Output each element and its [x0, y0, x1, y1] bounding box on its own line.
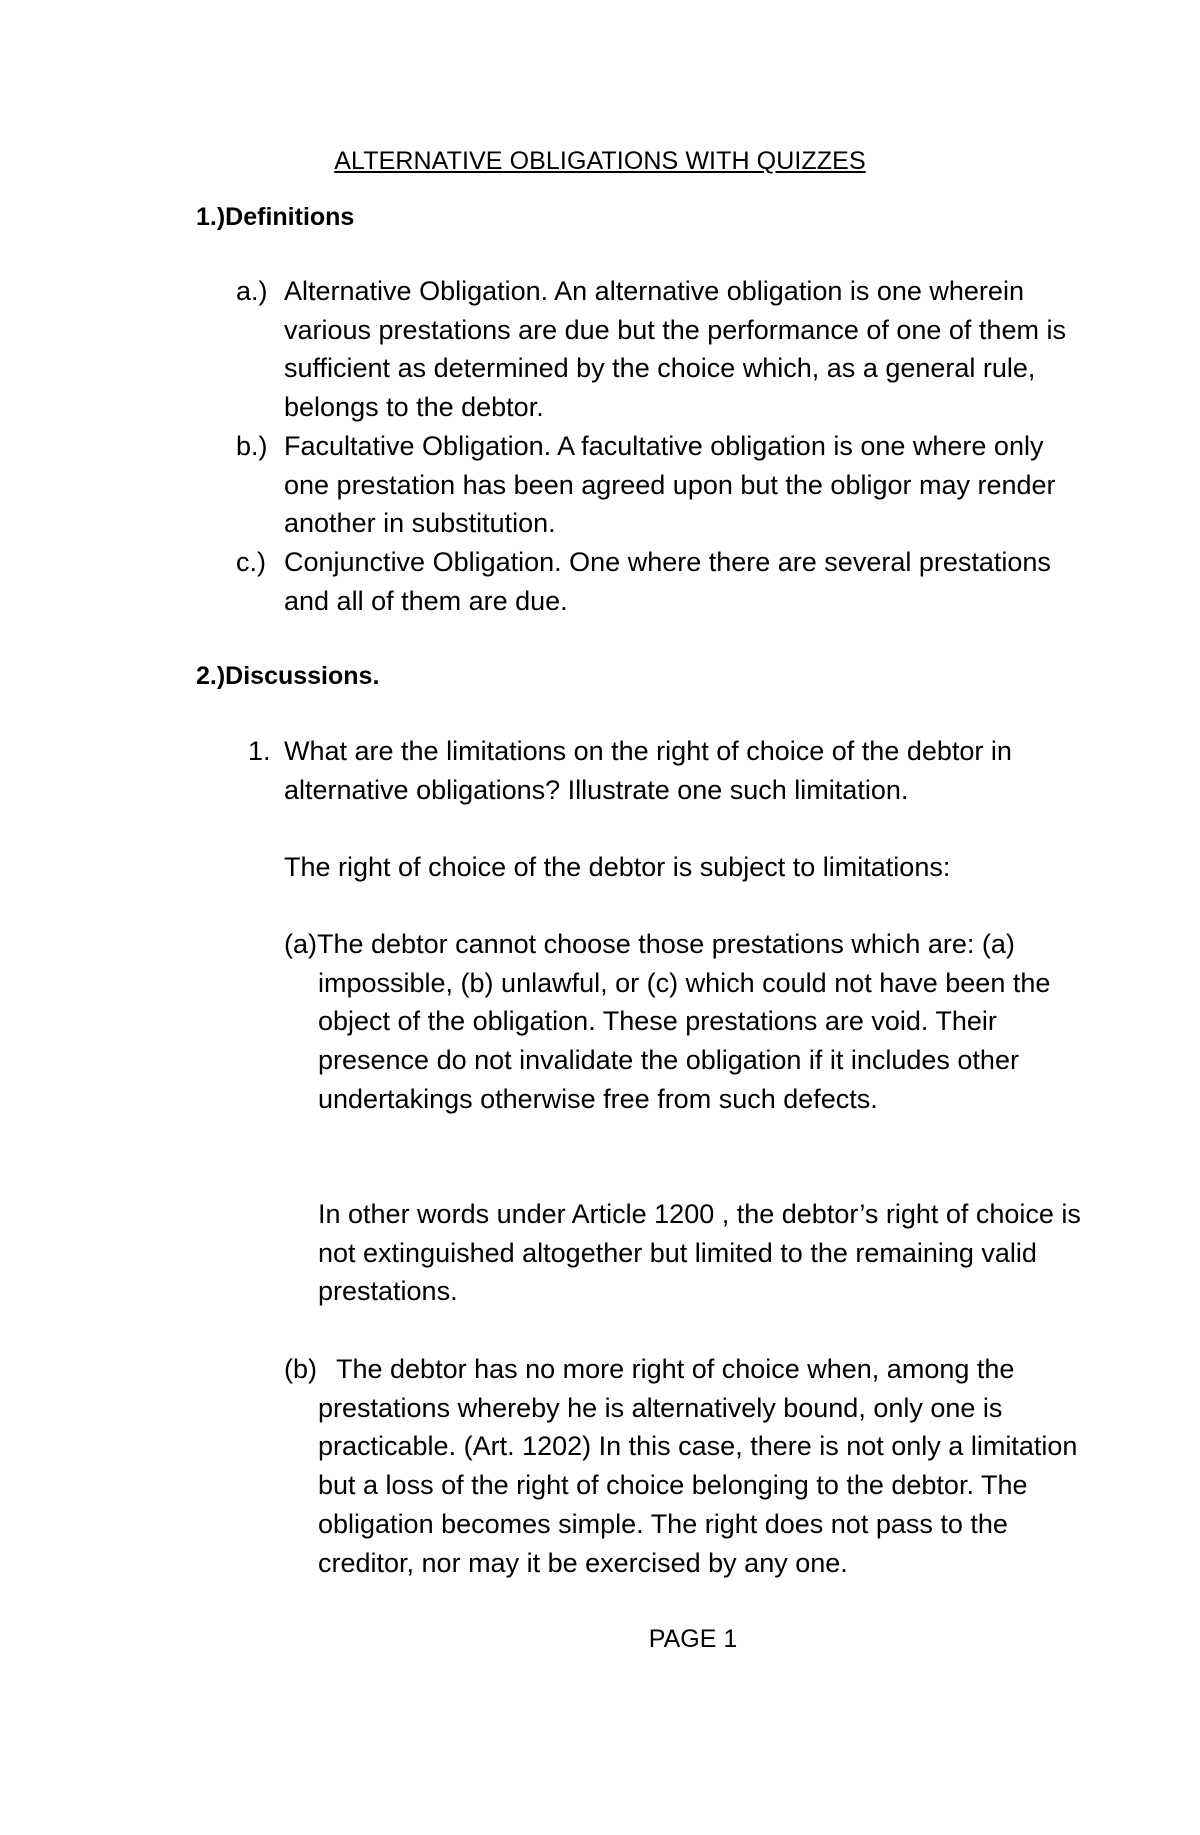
- question-marker: 1.: [248, 736, 271, 766]
- limitation-b-block: [284, 1350, 1084, 1582]
- definition-text: Alternative Obligation. An alternative obligation is one wherein various prestations are due but the performance of one of them is sufficient as determined by the choice which, as a general rule, belongs to the debtor.: [284, 276, 1066, 423]
- discussion-question-list: [248, 732, 1078, 809]
- document-title: ALTERNATIVE OBLIGATIONS WITH QUIZZES: [334, 147, 866, 175]
- limitation-a-text: The debtor cannot choose those prestations which are: (a) impossible, (b) unlawful, or (c) which could not have been the object of the obligation. These prestations are void. Their presence do not invalidate the obligation if it includes other undertakings otherwise free from such defects.: [317, 929, 1051, 1114]
- definitions-heading: 1.)Definitions: [196, 203, 355, 231]
- definitions-list: [236, 272, 1066, 620]
- limitation-a-block: [284, 925, 1084, 1119]
- limitation-a: [284, 925, 1084, 1119]
- definition-item-alternative: [236, 272, 1066, 427]
- limitation-a-marker: (a): [284, 929, 317, 959]
- definition-text: Facultative Obligation. A facultative obligation is one where only one prestation has been agreed upon but the obligor may render another in substitution.: [284, 430, 1056, 539]
- limitation-b: [284, 1350, 1084, 1582]
- question-text: What are the limitations on the right of choice of the debtor in alternative obligations? Illustrate one such limitation.: [284, 736, 1012, 805]
- in-other-words-paragraph: In other words under Article 1200 , the debtor’s right of choice is not extinguished altogether but limited to the remaining valid prestations.: [318, 1199, 1081, 1307]
- limitations-intro: The right of choice of the debtor is subject to limitations:: [284, 852, 951, 882]
- definition-item-conjunctive: [236, 543, 1066, 620]
- definition-text: Conjunctive Obligation. One where there are several prestations and all of them are due.: [284, 546, 1051, 616]
- discussion-question: [248, 732, 1078, 809]
- limitation-b-text: The debtor has no more right of choice when, among the prestations whereby he is alternatively bound, only one is practicable. (Art. 1202) In this case, there is not only a limitation but a loss of the right of choice belonging to the debtor. The obligation becomes simple. The right does not pass to the creditor, nor may it be exercised by any one.: [318, 1354, 1078, 1578]
- limitation-b-marker: (b): [284, 1354, 317, 1384]
- definition-marker: a.): [236, 276, 268, 306]
- definition-item-facultative: [236, 427, 1066, 543]
- discussions-heading: 2.)Discussions.: [196, 662, 380, 690]
- page-number: PAGE 1: [648, 1625, 738, 1653]
- definition-marker: c.): [236, 546, 266, 577]
- definition-marker: b.): [236, 430, 268, 461]
